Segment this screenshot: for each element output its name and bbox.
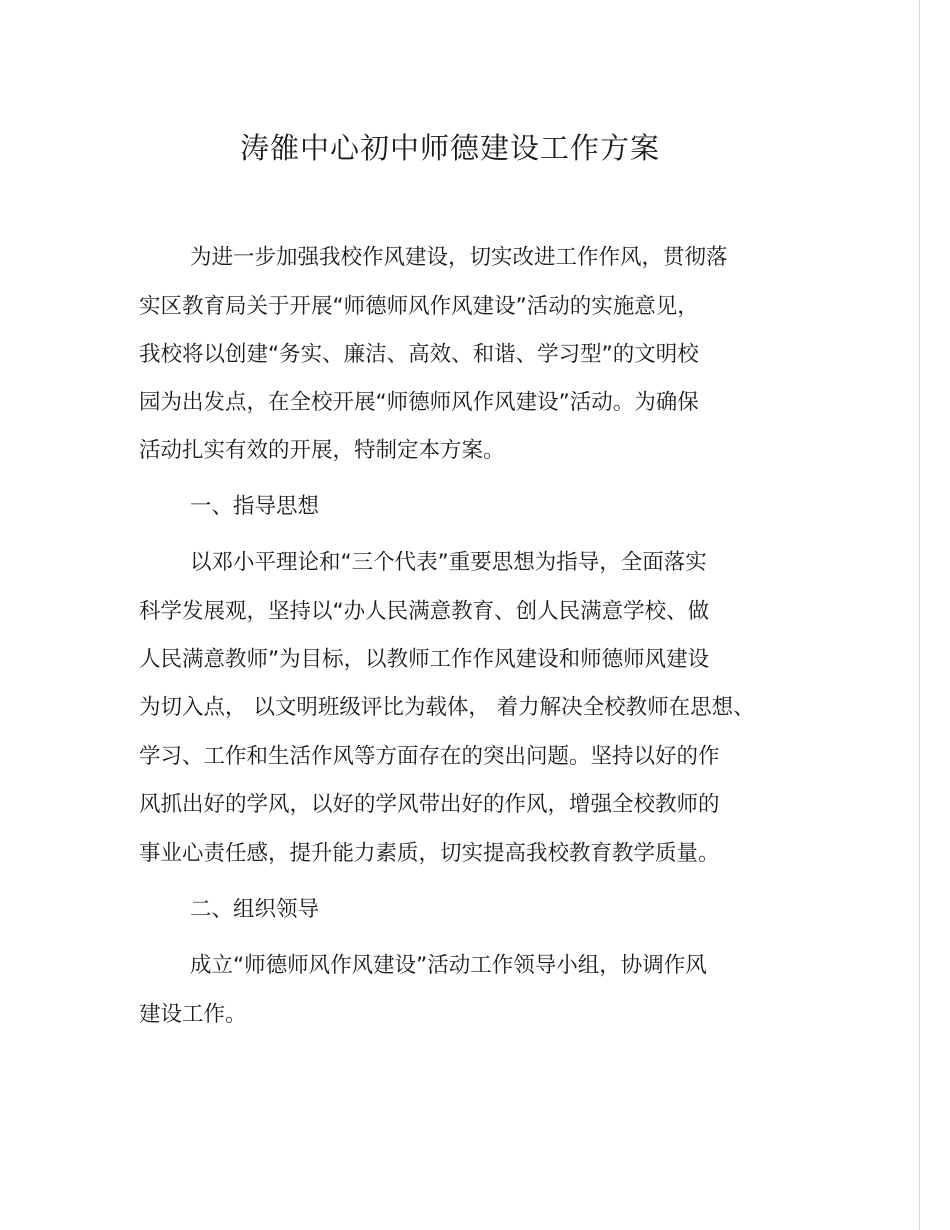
section-heading-guiding-ideology: 一、指导思想 bbox=[190, 494, 320, 519]
paragraph-guiding-line-5: 学习、工作和生活作风等方面存在的突出问题。坚持以好的作 bbox=[139, 744, 720, 769]
page-edge-divider bbox=[919, 0, 920, 1230]
paragraph-guiding-line-4: 为切入点， 以文明班级评比为载体， 着力解决全校教师在思想、 bbox=[139, 695, 755, 720]
paragraph-guiding-line-2: 科学发展观，坚持以“办人民满意教育、创人民满意学校、做 bbox=[139, 599, 710, 624]
document-title: 涛雒中心初中师德建设工作方案 bbox=[239, 131, 660, 165]
paragraph-intro-line-4: 园为出发点，在全校开展“师德师风作风建设”活动。为确保 bbox=[139, 390, 699, 415]
paragraph-intro-line-3: 我校将以创建“务实、廉洁、高效、和谐、学习型”的文明校 bbox=[139, 342, 699, 367]
paragraph-organization-line-1: 成立“师德师风作风建设”活动工作领导小组，协调作风 bbox=[190, 953, 707, 978]
paragraph-guiding-line-7: 事业心责任感，提升能力素质，切实提高我校教育教学质量。 bbox=[139, 841, 720, 866]
paragraph-intro-line-1: 为进一步加强我校作风建设，切实改进工作作风，贯彻落 bbox=[190, 245, 728, 270]
paragraph-intro-line-2: 实区教育局关于开展“师德师风作风建设”活动的实施意见， bbox=[139, 294, 699, 319]
section-heading-organization: 二、组织领导 bbox=[190, 897, 320, 922]
paragraph-organization-line-2: 建设工作。 bbox=[139, 1002, 247, 1027]
paragraph-guiding-line-1: 以邓小平理论和“三个代表”重要思想为指导，全面落实 bbox=[190, 550, 707, 575]
paragraph-intro-line-5: 活动扎实有效的开展，特制定本方案。 bbox=[139, 438, 505, 463]
paragraph-guiding-line-3: 人民满意教师”为目标，以教师工作作风建设和师德师风建设 bbox=[139, 647, 710, 672]
paragraph-guiding-line-6: 风抓出好的学风，以好的学风带出好的作风，增强全校教师的 bbox=[139, 792, 720, 817]
